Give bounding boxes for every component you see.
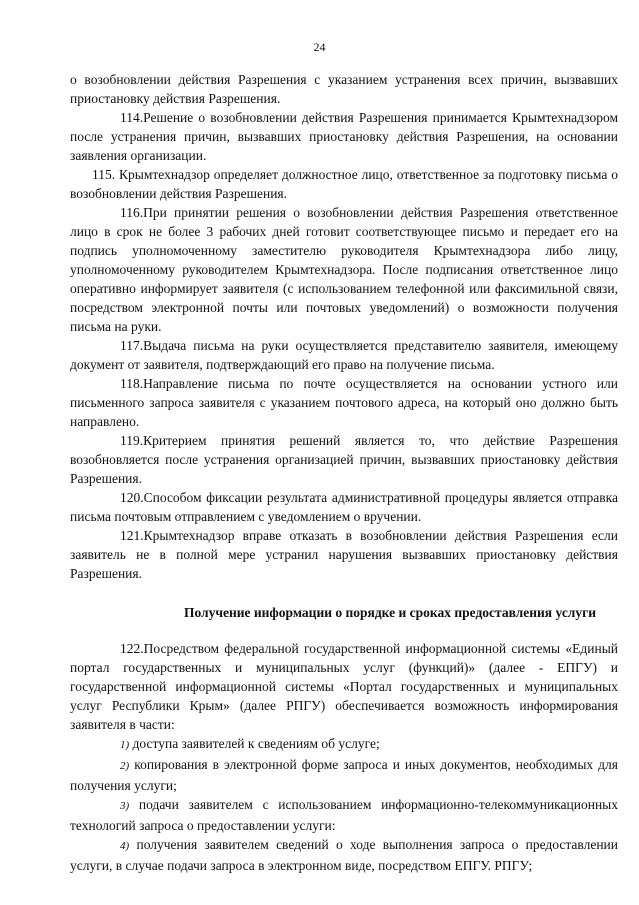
list-item-text: получения заявителем сведений о ходе выполнения запроса о предоставлении услуги, в случае подачи запроса в электронном виде, посредством ЕПГУ. РПГУ; xyxy=(70,837,619,873)
paragraph-118: 118.Направление письма по почте осуществляется на основании устного или письменного запроса заявителя с указанием почтового адреса, на который оно должно быть направлено. xyxy=(70,376,618,429)
list-item-text: подачи заявителем с использованием информационно-телекоммуникационных технологий запроса о предоставлении услуги: xyxy=(70,797,619,833)
list-item xyxy=(70,835,618,875)
paragraph-121: 121.Крымтехнадзор вправе отказать в возобновлении действия Разрешения если заявитель не в полной мере устранил нарушения вызвавших приостановку действия Разрешения. xyxy=(70,528,618,581)
paragraph-115: 115. Крымтехнадзор определяет должностное лицо, ответственное за подготовку письма о возобновлении действия Разрешения. xyxy=(70,167,618,201)
paragraph-117: 117.Выдача письма на руки осуществляется представителю заявителя, имеющему документ от заявителя, подтверждающий его право на получение письма. xyxy=(70,338,618,372)
paragraph-120: 120.Способом фиксации результата административной процедуры является отправка письма почтовым отправлением с уведомлением о вручении. xyxy=(70,490,618,524)
list-item-number: 3) xyxy=(120,800,130,812)
paragraph-continuation: о возобновлении действия Разрешения с указанием устранения всех причин, вызвавших приостановку действия Разрешения. xyxy=(70,72,618,106)
page-number: 24 xyxy=(313,40,326,54)
list-item-text: доступа заявителей к сведениям об услуге; xyxy=(132,736,380,751)
paragraph-114: 114.Решение о возобновлении действия Разрешения принимается Крымтехнадзором после устранения причин, вызвавших приостановку действия Разрешения, на основании заявления организации. xyxy=(70,110,618,163)
list-item xyxy=(70,734,618,755)
paragraph-119: 119.Критерием принятия решений является то, что действие Разрешения возобновляется после устранения организацией причин, вызвавших приостановку действия Разрешения. xyxy=(70,433,618,486)
paragraph-116: 116.При принятии решения о возобновлении действия Разрешения ответственное лицо в срок не более 3 рабочих дней готовит соответствующее письмо и передает его на подпись уполномоченному заместителю руководителя Крымтехнадзора либо лицу, уполномоченному руководителем Крымтехнадзора. После подписания ответственное лицо оперативно информирует заявителя (с использованием телефонной или факсимильной связи, посредством электронной почты или почтовых уведомлений) о возможности получения письма на руки. xyxy=(70,205,618,334)
list-item-number: 2) xyxy=(120,760,130,772)
list-item-number: 1) xyxy=(120,739,130,751)
section-heading: Получение информации о порядке и сроках предоставления услуги xyxy=(183,605,597,620)
list-item-number: 4) xyxy=(120,840,130,852)
document-body xyxy=(70,70,618,875)
list-item xyxy=(70,795,618,835)
paragraph-122: 122.Посредством федеральной государственной информационной системы «Единый портал государственных и муниципальных услуг (функций)» (далее - ЕПГУ) и государственной информационной системы «Портал государственных и муниципальных услуг Республики Крым» (далее РПГУ) обеспечивается возможность информирования заявителя в части: xyxy=(70,641,618,732)
list-item xyxy=(70,755,618,795)
heading-spacer xyxy=(70,620,618,639)
list-item-text: копирования в электронной форме запроса и иных документов, необходимых для получения услуги; xyxy=(70,757,618,793)
